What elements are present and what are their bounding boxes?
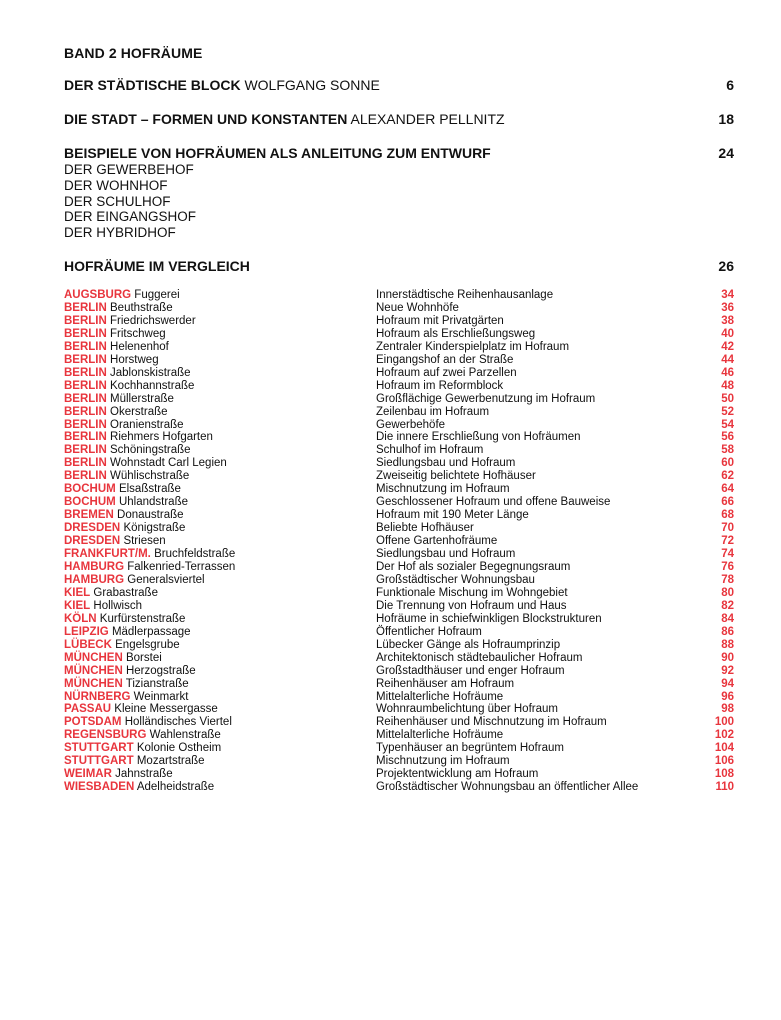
entry-list — [64, 289, 734, 794]
section-title: DIE STADT – FORMEN UND KONSTANTEN — [64, 111, 348, 127]
toc-entry[interactable] — [64, 678, 734, 691]
entry-description: Großstädtischer Wohnungsbau — [376, 573, 535, 586]
entry-description: Zweiseitig belichtete Hofhäuser — [376, 470, 536, 483]
entry-location — [64, 535, 376, 548]
entry-location — [64, 781, 376, 794]
section-page-number: 24 — [718, 145, 734, 161]
toc-entry[interactable] — [64, 548, 734, 561]
toc-section[interactable] — [64, 110, 734, 128]
entry-description: Zentraler Kinderspielplatz im Hofraum — [376, 340, 570, 353]
entry-page-number: 102 — [714, 729, 734, 742]
entry-page-number: 48 — [721, 379, 734, 392]
band-title: BAND 2 HOFRÄUME — [64, 45, 203, 61]
entry-location — [64, 716, 376, 729]
entry-location — [64, 639, 376, 652]
entry-page-number: 82 — [721, 599, 734, 612]
entry-city: BERLIN — [64, 353, 107, 366]
entry-location — [64, 691, 376, 704]
entry-location — [64, 457, 376, 470]
entry-city: BOCHUM — [64, 483, 116, 496]
entry-street: Mädlerpassage — [111, 625, 191, 638]
section-title: HOFRÄUME IM VERGLEICH — [64, 257, 250, 274]
section-author: WOLFGANG SONNE — [244, 77, 380, 93]
entry-street: Kurfürstenstraße — [99, 612, 186, 625]
entry-location — [64, 755, 376, 768]
section-title: DER STÄDTISCHE BLOCK — [64, 77, 241, 93]
entry-city: BERLIN — [64, 366, 107, 379]
entry-city: BERLIN — [64, 379, 107, 392]
toc-entry[interactable] — [64, 419, 734, 432]
toc-entry[interactable] — [64, 380, 734, 393]
entry-page-number: 58 — [721, 444, 734, 457]
toc-entry[interactable] — [64, 393, 734, 406]
entry-location — [64, 626, 376, 639]
entry-description: Mischnutzung im Hofraum — [376, 483, 510, 496]
entry-location — [64, 613, 376, 626]
entry-street: Kolonie Ostheim — [136, 742, 222, 755]
entry-city: BOCHUM — [64, 496, 116, 509]
toc-entry[interactable] — [64, 328, 734, 341]
section-heading — [64, 110, 505, 128]
toc-entry[interactable] — [64, 691, 734, 704]
entry-street: Helenenhof — [110, 340, 169, 353]
entry-page-number: 106 — [714, 755, 734, 768]
entry-location — [64, 406, 376, 419]
entry-description: Hofraum im Reformblock — [376, 379, 504, 392]
entry-description: Mischnutzung im Hofraum — [376, 755, 510, 768]
entry-page-number: 64 — [721, 483, 734, 496]
section-page-number: 18 — [718, 111, 734, 127]
toc-entry[interactable] — [64, 665, 734, 678]
entry-city: BERLIN — [64, 457, 107, 470]
toc-entry[interactable] — [64, 470, 734, 483]
entry-page-number: 60 — [721, 457, 734, 470]
entry-location — [64, 548, 376, 561]
entry-page-number: 76 — [721, 561, 734, 573]
entry-description: Schulhof im Hofraum — [376, 444, 484, 457]
entry-street: Müllerstraße — [110, 392, 174, 405]
entry-street: Königstraße — [123, 522, 186, 535]
toc-entry[interactable] — [64, 755, 734, 768]
entry-page-number: 84 — [721, 612, 734, 625]
entry-street: Donaustraße — [117, 509, 184, 522]
entry-description: Innerstädtische Reihenhausanlage — [376, 288, 554, 301]
toc-entry[interactable] — [64, 431, 734, 444]
entry-city: BERLIN — [64, 418, 107, 431]
entry-street: Horstweg — [110, 353, 159, 366]
entry-city: BREMEN — [64, 509, 114, 522]
toc-entry[interactable] — [64, 639, 734, 652]
entry-location — [64, 574, 376, 587]
entry-location — [64, 444, 376, 457]
toc-entry[interactable] — [64, 652, 734, 665]
entry-street: Jahnstraße — [115, 768, 173, 781]
toc-entry[interactable] — [64, 444, 734, 457]
toc-entry[interactable] — [64, 496, 734, 509]
entry-street: Wühlischstraße — [110, 470, 190, 483]
entry-description: Beliebte Hofhäuser — [376, 522, 474, 535]
entry-city: BERLIN — [64, 470, 107, 483]
toc-entry[interactable] — [64, 729, 734, 742]
subsection-list — [64, 162, 734, 241]
toc-entry[interactable] — [64, 509, 734, 522]
entry-location — [64, 678, 376, 691]
entry-location — [64, 483, 376, 496]
entry-street: Borstei — [125, 651, 162, 664]
entry-description: Der Hof als sozialer Begegnungsraum — [376, 561, 571, 573]
entry-city: PASSAU — [64, 703, 112, 716]
entry-location — [64, 354, 376, 367]
entry-description: Siedlungsbau und Hofraum — [376, 457, 516, 470]
entry-city: WEIMAR — [64, 768, 112, 781]
entry-city: BERLIN — [64, 405, 107, 418]
entry-city: FRANKFURT/M. — [64, 548, 151, 561]
entry-street: Adelheidstraße — [136, 781, 215, 794]
toc-entry[interactable] — [64, 703, 734, 716]
entry-location — [64, 315, 376, 328]
entry-description: Hofraum mit 190 Meter Länge — [376, 509, 529, 522]
entry-city: MÜNCHEN — [64, 677, 123, 690]
entry-city: AUGSBURG — [64, 288, 132, 301]
entry-location — [64, 742, 376, 755]
entry-description: Architektonisch städtebaulicher Hofraum — [376, 651, 583, 664]
entry-page-number: 34 — [721, 288, 734, 301]
entry-street: Jablonskistraße — [110, 366, 191, 379]
toc-entry[interactable] — [64, 768, 734, 781]
entry-city: DRESDEN — [64, 535, 121, 548]
toc-entry[interactable] — [64, 626, 734, 639]
entry-street: Kochhannstraße — [110, 379, 195, 392]
entry-city: BERLIN — [64, 431, 107, 444]
entry-page-number: 40 — [721, 327, 734, 340]
section-title: BEISPIELE VON HOFRÄUMEN ALS ANLEITUNG ZUM ENTWURF — [64, 145, 491, 161]
entry-city: KIEL — [64, 586, 91, 599]
entry-city: BERLIN — [64, 301, 107, 314]
toc-entry[interactable] — [64, 457, 734, 470]
entry-description: Projektentwicklung am Hofraum — [376, 768, 539, 781]
section-heading — [64, 76, 380, 94]
entry-street: Oranienstraße — [110, 418, 184, 431]
entry-page-number: 38 — [721, 314, 734, 327]
toc-entry[interactable] — [64, 587, 734, 600]
entry-description: Siedlungsbau und Hofraum — [376, 548, 516, 561]
entry-city: KÖLN — [64, 612, 97, 625]
entry-page-number: 52 — [721, 405, 734, 418]
entry-description: Geschlossener Hofraum und offene Bauweise — [376, 496, 611, 509]
entry-page-number: 44 — [721, 353, 734, 366]
entry-page-number: 98 — [721, 703, 734, 716]
entry-street: Hollwisch — [93, 599, 142, 612]
entry-city: LÜBECK — [64, 638, 112, 651]
entry-street: Wohnstadt Carl Legien — [110, 457, 227, 470]
entry-street: Fritschweg — [110, 327, 166, 340]
entry-description: Eingangshof an der Straße — [376, 353, 514, 366]
entry-street: Mozartstraße — [136, 755, 205, 768]
entry-city: NÜRNBERG — [64, 690, 131, 703]
entry-city: POTSDAM — [64, 716, 122, 729]
entry-street: Beuthstraße — [110, 301, 173, 314]
entry-city: BERLIN — [64, 314, 107, 327]
entry-street: Bruchfeldstraße — [154, 548, 236, 561]
entry-location — [64, 703, 376, 716]
toc-entry[interactable] — [64, 613, 734, 626]
entry-street: Schöningstraße — [110, 444, 191, 457]
entry-page-number: 86 — [721, 625, 734, 638]
entry-description: Zeilenbau im Hofraum — [376, 405, 490, 418]
toc-entry[interactable] — [64, 289, 734, 302]
entry-street: Weinmarkt — [133, 690, 189, 703]
entry-page-number: 110 — [715, 781, 734, 794]
entry-city: BERLIN — [64, 444, 107, 457]
entry-location — [64, 587, 376, 600]
entry-description: Großstadthäuser und enger Hofraum — [376, 664, 565, 677]
entry-description: Reihenhäuser am Hofraum — [376, 677, 515, 690]
entry-description: Hofraum auf zwei Parzellen — [376, 366, 517, 379]
entry-city: STUTTGART — [64, 755, 134, 768]
entry-location — [64, 431, 376, 444]
entry-location — [64, 380, 376, 393]
entry-description: Die innere Erschließung von Hofräumen — [376, 431, 581, 444]
toc-entry[interactable] — [64, 781, 734, 794]
entry-street: Tizianstraße — [125, 677, 189, 690]
entry-location — [64, 600, 376, 613]
toc-entry[interactable] — [64, 716, 734, 729]
entry-description: Mittelalterliche Hofräume — [376, 729, 504, 742]
entry-location — [64, 496, 376, 509]
entry-street: Friedrichswerder — [110, 314, 196, 327]
entry-description: Großstädtischer Wohnungsbau an öffentlicher Allee — [376, 781, 639, 794]
entry-city: STUTTGART — [64, 742, 134, 755]
entry-page-number: 42 — [721, 340, 734, 353]
entry-page-number: 78 — [721, 573, 734, 586]
entry-page-number: 100 — [714, 716, 734, 729]
toc-entry[interactable] — [64, 742, 734, 755]
entry-page-number: 74 — [721, 548, 734, 561]
entry-city: MÜNCHEN — [64, 664, 123, 677]
entry-street: Engelsgrube — [115, 638, 180, 651]
toc-entry[interactable] — [64, 522, 734, 535]
entry-page-number: 50 — [721, 392, 734, 405]
entry-location — [64, 652, 376, 665]
toc-entry[interactable] — [64, 561, 734, 574]
entry-city: LEIPZIG — [64, 625, 109, 638]
entry-description: Lübecker Gänge als Hofraumprinzip — [376, 638, 561, 651]
entry-description: Öffentlicher Hofraum — [376, 625, 482, 638]
entry-page-number: 70 — [721, 522, 734, 535]
entry-street: Kleine Messergasse — [114, 703, 218, 716]
toc-section[interactable] — [64, 257, 734, 275]
entry-location — [64, 768, 376, 781]
toc-entry[interactable] — [64, 483, 734, 496]
entry-city: MÜNCHEN — [64, 651, 123, 664]
entry-location — [64, 522, 376, 535]
entry-city: HAMBURG — [64, 561, 125, 573]
entry-page-number: 54 — [721, 418, 734, 431]
entry-description: Mittelalterliche Hofräume — [376, 690, 504, 703]
entry-street: Generalsviertel — [127, 573, 205, 586]
entry-page-number: 36 — [721, 301, 734, 314]
entry-street: Wahlenstraße — [149, 729, 221, 742]
section-page-number: 6 — [726, 77, 734, 93]
subsection-item[interactable]: DER HYBRIDHOF — [64, 225, 176, 241]
entry-city: KIEL — [64, 599, 91, 612]
entry-city: HAMBURG — [64, 573, 125, 586]
entry-description: Gewerbehöfe — [376, 418, 446, 431]
entry-city: BERLIN — [64, 327, 107, 340]
section-page-number: 26 — [718, 257, 734, 274]
entry-page-number: 72 — [721, 535, 734, 548]
toc-entry[interactable] — [64, 600, 734, 613]
entry-description: Großflächige Gewerbenutzung im Hofraum — [376, 392, 596, 405]
entry-location — [64, 561, 376, 574]
subsection-item[interactable]: DER WOHNHOF — [64, 177, 168, 193]
toc-entry[interactable] — [64, 574, 734, 587]
entry-city: BERLIN — [64, 392, 107, 405]
entry-street: Herzogstraße — [125, 664, 196, 677]
entry-page-number: 46 — [721, 366, 734, 379]
entry-description: Hofraum als Erschließungsweg — [376, 327, 536, 340]
section-heading — [64, 144, 491, 162]
entry-location — [64, 470, 376, 483]
toc-entry[interactable] — [64, 341, 734, 354]
subsection-item[interactable]: DER SCHULHOF — [64, 193, 171, 209]
toc-section[interactable] — [64, 76, 734, 94]
entry-description: Reihenhäuser und Mischnutzung im Hofraum — [376, 716, 607, 729]
entry-page-number: 104 — [714, 742, 734, 755]
entry-location — [64, 302, 376, 315]
toc-entry[interactable] — [64, 315, 734, 328]
entry-page-number: 92 — [721, 664, 734, 677]
entry-location — [64, 367, 376, 380]
entry-page-number: 62 — [721, 470, 734, 483]
toc-entry[interactable] — [64, 406, 734, 419]
toc-page — [64, 44, 734, 794]
entry-location — [64, 289, 376, 302]
entry-location — [64, 341, 376, 354]
toc-entry[interactable] — [64, 302, 734, 315]
entry-page-number: 90 — [721, 651, 734, 664]
entry-description: Offene Gartenhofräume — [376, 535, 498, 548]
entry-location — [64, 328, 376, 341]
toc-entry[interactable] — [64, 535, 734, 548]
entry-street: Striesen — [123, 535, 166, 548]
entry-location — [64, 419, 376, 432]
entry-page-number: 88 — [721, 638, 734, 651]
entry-location — [64, 729, 376, 742]
toc-entry[interactable] — [64, 354, 734, 367]
entry-page-number: 108 — [714, 768, 734, 781]
entry-street: Riehmers Hofgarten — [110, 431, 213, 444]
entry-street: Grabastraße — [93, 586, 158, 599]
subsection-item[interactable]: DER GEWERBEHOF — [64, 162, 194, 177]
entry-page-number: 68 — [721, 509, 734, 522]
section-author: ALEXANDER PELLNITZ — [350, 111, 505, 127]
entry-page-number: 66 — [721, 496, 734, 509]
toc-entry[interactable] — [64, 367, 734, 380]
entry-description: Typenhäuser an begrüntem Hofraum — [376, 742, 564, 755]
entry-location — [64, 393, 376, 406]
entry-street: Okerstraße — [110, 405, 168, 418]
entry-description: Neue Wohnhöfe — [376, 301, 459, 314]
toc-section[interactable] — [64, 144, 734, 162]
entry-page-number: 96 — [721, 690, 734, 703]
entry-street: Holländisches Viertel — [124, 716, 232, 729]
entry-description: Hofraum mit Privatgärten — [376, 314, 504, 327]
entry-street: Fuggerei — [134, 288, 180, 301]
entry-page-number: 94 — [721, 677, 734, 690]
entry-city: DRESDEN — [64, 522, 121, 535]
entry-description: Funktionale Mischung im Wohngebiet — [376, 586, 568, 599]
entry-page-number: 80 — [721, 586, 734, 599]
subsection-item[interactable]: DER EINGANGSHOF — [64, 209, 197, 225]
entry-street: Elsaßstraße — [118, 483, 181, 496]
entry-description: Die Trennung von Hofraum und Haus — [376, 599, 567, 612]
entry-page-number: 56 — [721, 431, 734, 444]
entry-description: Wohnraumbelichtung über Hofraum — [376, 703, 558, 716]
entry-street: Uhlandstraße — [118, 496, 188, 509]
entry-city: BERLIN — [64, 340, 107, 353]
entry-description: Hofräume in schiefwinkligen Blockstrukturen — [376, 612, 602, 625]
entry-location — [64, 665, 376, 678]
entry-location — [64, 509, 376, 522]
entry-city: REGENSBURG — [64, 729, 147, 742]
entry-street: Falkenried-Terrassen — [127, 561, 236, 573]
entry-city: WIESBADEN — [64, 781, 135, 794]
